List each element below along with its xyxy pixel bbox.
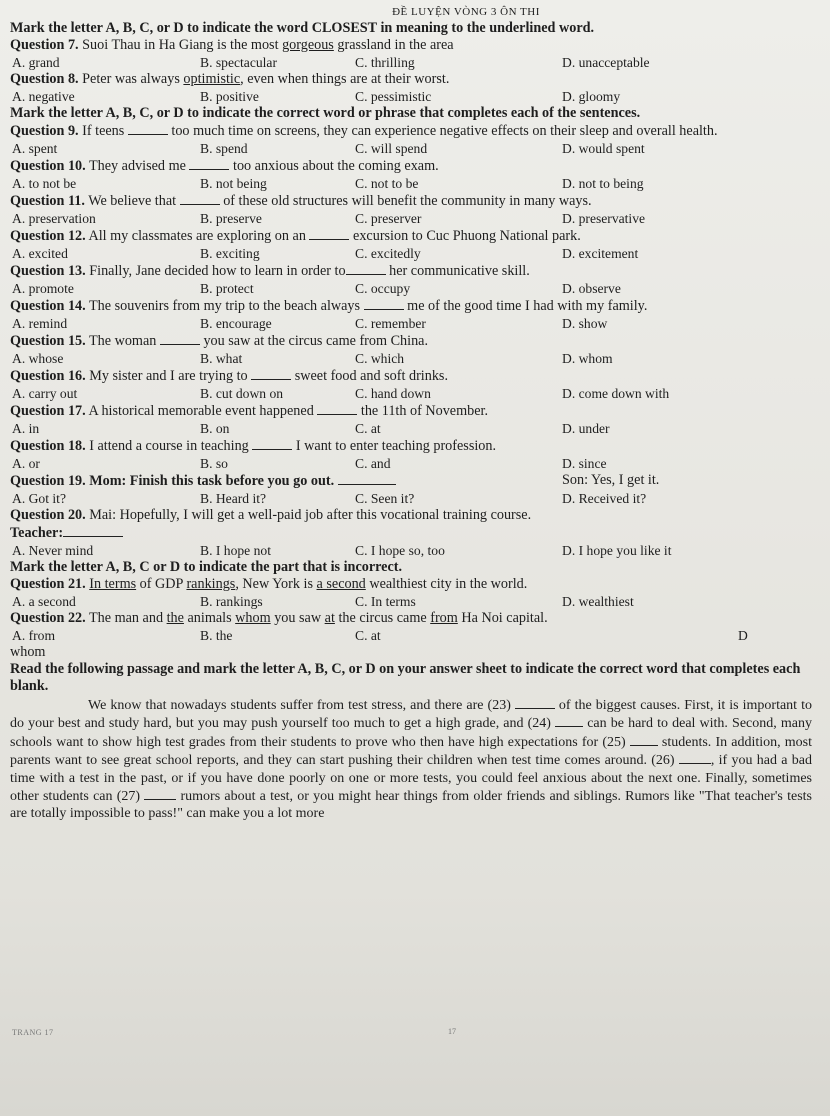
option-d[interactable]: D. not to being bbox=[562, 176, 644, 191]
option-b[interactable]: B. the bbox=[200, 628, 233, 643]
option-a[interactable]: A. a second bbox=[12, 594, 76, 609]
option-a[interactable]: A. preservation bbox=[12, 211, 96, 226]
option-c[interactable]: C. occupy bbox=[355, 281, 411, 296]
option-d[interactable]: D. excitement bbox=[562, 246, 639, 261]
underlined-word: gorgeous bbox=[282, 37, 334, 53]
question-14: Question 14. The souvenirs from my trip to the beach always me of the good time I had with my family. bbox=[10, 298, 648, 314]
option-d[interactable]: D. preservative bbox=[562, 211, 646, 226]
question-21: Question 21. In terms of GDP rankings, New York is a second wealthiest city in the world. bbox=[10, 576, 528, 592]
question-14-options bbox=[10, 315, 812, 332]
section-reading-instruction: Read the following passage and mark the letter A, B, C, or D on your answer sheet to indicate the correct word that completes each blank. bbox=[10, 661, 801, 694]
question-13-options bbox=[10, 280, 812, 297]
option-b[interactable]: B. preserve bbox=[200, 211, 262, 226]
option-b[interactable]: B. rankings bbox=[200, 594, 263, 609]
answer-blank bbox=[63, 524, 123, 537]
option-d[interactable]: D. would spent bbox=[562, 141, 645, 156]
option-a[interactable]: A. spent bbox=[12, 141, 58, 156]
option-b[interactable]: B. spectacular bbox=[200, 55, 277, 70]
section-error-instruction: Mark the letter A, B, C or D to indicate the part that is incorrect. bbox=[10, 559, 403, 575]
question-22: Question 22. The man and the animals whom you saw at the circus came from Ha Noi capital. bbox=[10, 610, 548, 626]
question-11: Question 11. We believe that of these old structures will benefit the community in many ways. bbox=[10, 193, 592, 209]
option-a[interactable]: A. Got it? bbox=[12, 491, 66, 506]
question-19-options bbox=[10, 490, 812, 507]
question-20: Question 20. Mai: Hopefully, I will get a well-paid job after this vocational training course. bbox=[10, 507, 532, 523]
option-b[interactable]: B. Heard it? bbox=[200, 491, 267, 506]
blank-27 bbox=[144, 787, 176, 800]
option-d[interactable]: D bbox=[738, 628, 748, 643]
footer-text: TRANG 17 bbox=[12, 1028, 54, 1037]
option-c[interactable]: C. and bbox=[355, 456, 391, 471]
answer-blank bbox=[189, 157, 229, 170]
option-b[interactable]: B. on bbox=[200, 421, 230, 436]
question-18: Question 18. I attend a course in teaching I want to enter teaching profession. bbox=[10, 438, 497, 454]
page-header: ĐỀ LUYỆN VÒNG 3 ÔN THI bbox=[392, 6, 540, 18]
option-a[interactable]: A. excited bbox=[12, 246, 68, 261]
question-20-options bbox=[10, 542, 812, 559]
page-number: 17 bbox=[448, 1027, 456, 1036]
son-reply: Son: Yes, I get it. bbox=[562, 472, 660, 488]
underlined-word: optimistic bbox=[183, 71, 241, 87]
option-b[interactable]: B. protect bbox=[200, 281, 254, 296]
answer-blank bbox=[251, 367, 291, 380]
answer-blank bbox=[317, 402, 357, 415]
option-c[interactable]: C. thrilling bbox=[355, 55, 415, 70]
question-7-options bbox=[10, 54, 812, 71]
option-d[interactable]: D. observe bbox=[562, 281, 621, 296]
option-c[interactable]: C. at bbox=[355, 628, 381, 643]
option-c[interactable]: C. not to be bbox=[355, 176, 419, 191]
question-7: Question 7. Suoi Thau in Ha Giang is the most gorgeous grassland in the area bbox=[10, 37, 454, 53]
option-b[interactable]: B. encourage bbox=[200, 316, 272, 331]
option-d[interactable]: D. I hope you like it bbox=[562, 543, 672, 558]
option-c[interactable]: C. excitedly bbox=[355, 246, 421, 261]
option-b[interactable]: B. what bbox=[200, 351, 243, 366]
question-13: Question 13. Finally, Jane decided how to learn in order to her communicative skill. bbox=[10, 263, 530, 279]
option-a[interactable]: A. or bbox=[12, 456, 40, 471]
option-a[interactable]: A. grand bbox=[12, 55, 60, 70]
option-b[interactable]: B. cut down on bbox=[200, 386, 284, 401]
option-c[interactable]: C. I hope so, too bbox=[355, 543, 445, 558]
section-synonyms-instruction: Mark the letter A, B, C, or D to indicate the word CLOSEST in meaning to the underlined word. bbox=[10, 20, 595, 36]
blank-23 bbox=[515, 696, 555, 709]
option-a[interactable]: A. remind bbox=[12, 316, 68, 331]
answer-blank bbox=[364, 297, 404, 310]
question-10: Question 10. They advised me too anxious about the coming exam. bbox=[10, 158, 439, 174]
option-b[interactable]: B. not being bbox=[200, 176, 267, 191]
option-c[interactable]: C. remember bbox=[355, 316, 426, 331]
question-9-options bbox=[10, 140, 812, 157]
option-c[interactable]: C. will spend bbox=[355, 141, 428, 156]
section-completion-instruction: Mark the letter A, B, C, or D to indicate the correct word or phrase that completes each of the sentences. bbox=[10, 105, 641, 121]
question-10-options bbox=[10, 175, 812, 192]
option-a[interactable]: A. from bbox=[12, 628, 56, 643]
option-c[interactable]: C. which bbox=[355, 351, 405, 366]
option-d[interactable]: D. whom bbox=[562, 351, 613, 366]
option-c[interactable]: C. at bbox=[355, 421, 381, 436]
blank-26 bbox=[679, 751, 711, 764]
blank-24 bbox=[555, 714, 583, 727]
option-b[interactable]: B. spend bbox=[200, 141, 248, 156]
question-9: Question 9. If teens too much time on screens, they can experience negative effects on their sleep and overall health. bbox=[10, 123, 718, 139]
answer-blank bbox=[338, 472, 396, 485]
option-b[interactable]: B. so bbox=[200, 456, 228, 471]
option-d[interactable]: D. unacceptable bbox=[562, 55, 650, 70]
question-15: Question 15. The woman you saw at the circus came from China. bbox=[10, 333, 429, 349]
option-d[interactable]: D. under bbox=[562, 421, 610, 436]
option-d[interactable]: D. Received it? bbox=[562, 491, 647, 506]
question-21-options bbox=[10, 593, 812, 610]
question-22-option-d-text: whom bbox=[10, 644, 46, 660]
option-a[interactable]: A. negative bbox=[12, 89, 75, 104]
option-c[interactable]: C. pessimistic bbox=[355, 89, 432, 104]
option-b[interactable]: B. I hope not bbox=[200, 543, 271, 558]
question-16-options bbox=[10, 385, 812, 402]
answer-blank bbox=[252, 437, 292, 450]
question-12: Question 12. All my classmates are exploring on an excursion to Cuc Phuong National park. bbox=[10, 228, 581, 244]
option-c[interactable]: C. Seen it? bbox=[355, 491, 415, 506]
question-11-options bbox=[10, 210, 812, 227]
question-12-options bbox=[10, 245, 812, 262]
answer-blank bbox=[180, 192, 220, 205]
question-15-options bbox=[10, 350, 812, 367]
option-c[interactable]: C. hand down bbox=[355, 386, 431, 401]
question-17-options bbox=[10, 420, 812, 437]
question-22-options bbox=[10, 627, 812, 644]
answer-blank bbox=[346, 262, 386, 275]
option-a[interactable]: A. promote bbox=[12, 281, 74, 296]
option-c[interactable]: C. In terms bbox=[355, 594, 416, 609]
question-19: Question 19. Mom: Finish this task before you go out. Son: Yes, I get it. bbox=[10, 472, 660, 489]
option-a[interactable]: A. Never mind bbox=[12, 543, 94, 558]
blank-25 bbox=[630, 733, 658, 746]
option-d[interactable]: D. show bbox=[562, 316, 608, 331]
option-a[interactable]: A. carry out bbox=[12, 386, 78, 401]
question-8: Question 8. Peter was always optimistic, even when things are at their worst. bbox=[10, 71, 450, 87]
option-a[interactable]: A. whose bbox=[12, 351, 64, 366]
option-b[interactable]: B. positive bbox=[200, 89, 259, 104]
question-number: Question 7. bbox=[10, 37, 79, 53]
option-c[interactable]: C. preserver bbox=[355, 211, 422, 226]
reading-passage: We know that nowadays students suffer from test stress, and there are (23) of the biggest causes. First, it is important to do your best and study hard, but you may push yourself too much to get a high grade, and (24) can be hard to deal with. Second, many schools want to show high test grades from their students to prove who then have high expectations for (25) students. In addition, most parents want to see great school reports, and they can start pushing their children when test time comes around. (26) , if you had a bad time with a test in the past, or if you have done poorly on one or more tests, you could feel anxious about the next one. Finally, sometimes other students can (27) rumors about a test, or you might hear things from older friends and siblings. Rumors like "That teacher's tests are totally impossible to pass!" can make you a lot more bbox=[10, 698, 812, 822]
question-17: Question 17. A historical memorable event happened the 11th of November. bbox=[10, 403, 489, 419]
option-d[interactable]: D. come down with bbox=[562, 386, 670, 401]
question-18-options bbox=[10, 455, 812, 472]
option-d[interactable]: D. wealthiest bbox=[562, 594, 634, 609]
answer-blank bbox=[160, 332, 200, 345]
answer-blank bbox=[128, 122, 168, 135]
question-16: Question 16. My sister and I are trying to sweet food and soft drinks. bbox=[10, 368, 448, 384]
option-b[interactable]: B. exciting bbox=[200, 246, 260, 261]
option-a[interactable]: A. in bbox=[12, 421, 40, 436]
question-8-options bbox=[10, 88, 812, 105]
option-d[interactable]: D. since bbox=[562, 456, 607, 471]
question-20-teacher: Teacher: bbox=[10, 524, 812, 542]
option-a[interactable]: A. to not be bbox=[12, 176, 77, 191]
answer-blank bbox=[309, 227, 349, 240]
option-d[interactable]: D. gloomy bbox=[562, 89, 621, 104]
